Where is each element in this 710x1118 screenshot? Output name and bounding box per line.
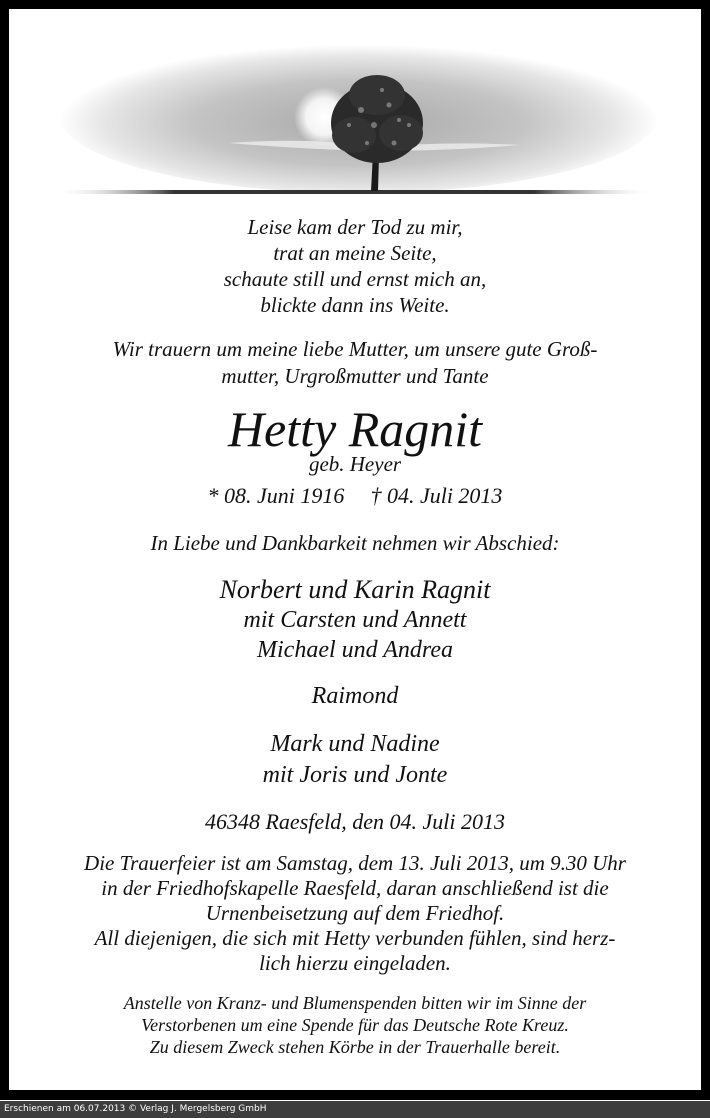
service-line: in der Friedhofskapelle Raesfeld, daran anschließend ist die bbox=[101, 876, 609, 900]
maiden-name: geb. Heyer bbox=[308, 452, 402, 476]
poem-line: Leise kam der Tod zu mir, bbox=[247, 215, 463, 239]
birth-date: * 08. Juni 1916 bbox=[207, 483, 345, 508]
family-line: Norbert und Karin Ragnit bbox=[219, 575, 491, 604]
poem-line: trat an meine Seite, bbox=[273, 241, 437, 265]
publisher-footer bbox=[0, 1101, 710, 1118]
intro-line: mutter, Urgroßmutter und Tante bbox=[221, 364, 489, 388]
family-line: Mark und Nadine bbox=[270, 731, 440, 757]
service-line: Die Trauerfeier ist am Samstag, dem 13. Juli 2013, um 9.30 Uhr bbox=[84, 851, 626, 875]
service-info bbox=[18, 851, 692, 976]
deceased-name: Hetty Ragnit bbox=[227, 401, 483, 457]
donation-note bbox=[18, 992, 692, 1058]
family-line: mit Joris und Jonte bbox=[262, 762, 448, 788]
footer-text: Erschienen am 06.07.2013 © Verlag J. Mergelsberg GmbH bbox=[4, 1104, 267, 1114]
tree-landscape-image bbox=[49, 25, 669, 205]
obituary-text bbox=[18, 214, 692, 1058]
service-line: lich hierzu eingeladen. bbox=[259, 951, 451, 975]
donation-line: Anstelle von Kranz- und Blumenspenden bitten wir im Sinne der bbox=[123, 993, 587, 1013]
donation-line: Zu diesem Zweck stehen Körbe in der Trauerhalle bereit. bbox=[149, 1037, 561, 1057]
service-line: Urnenbeisetzung auf dem Friedhof. bbox=[205, 901, 505, 925]
family-line: mit Carsten und Annett bbox=[243, 607, 467, 633]
farewell-text: In Liebe und Dankbarkeit nehmen wir Abschied: bbox=[150, 531, 560, 555]
poem-line: schaute still und ernst mich an, bbox=[223, 267, 487, 291]
family-line: Michael und Andrea bbox=[257, 637, 453, 663]
life-dates bbox=[18, 482, 692, 510]
poem bbox=[18, 214, 692, 318]
poem-line: blickte dann ins Weite. bbox=[260, 293, 450, 317]
place-date: 46348 Raesfeld, den 04. Juli 2013 bbox=[204, 809, 505, 834]
intro-text bbox=[18, 336, 692, 390]
donation-line: Verstorbenen um eine Spende für das Deutsche Rote Kreuz. bbox=[141, 1015, 569, 1035]
service-line: All diejenigen, die sich mit Hetty verbunden fühlen, sind herz- bbox=[94, 926, 616, 950]
death-date: † 04. Juli 2013 bbox=[370, 483, 503, 508]
intro-line: Wir trauern um meine liebe Mutter, um unsere gute Groß- bbox=[112, 337, 598, 361]
family-line: Raimond bbox=[311, 683, 399, 709]
